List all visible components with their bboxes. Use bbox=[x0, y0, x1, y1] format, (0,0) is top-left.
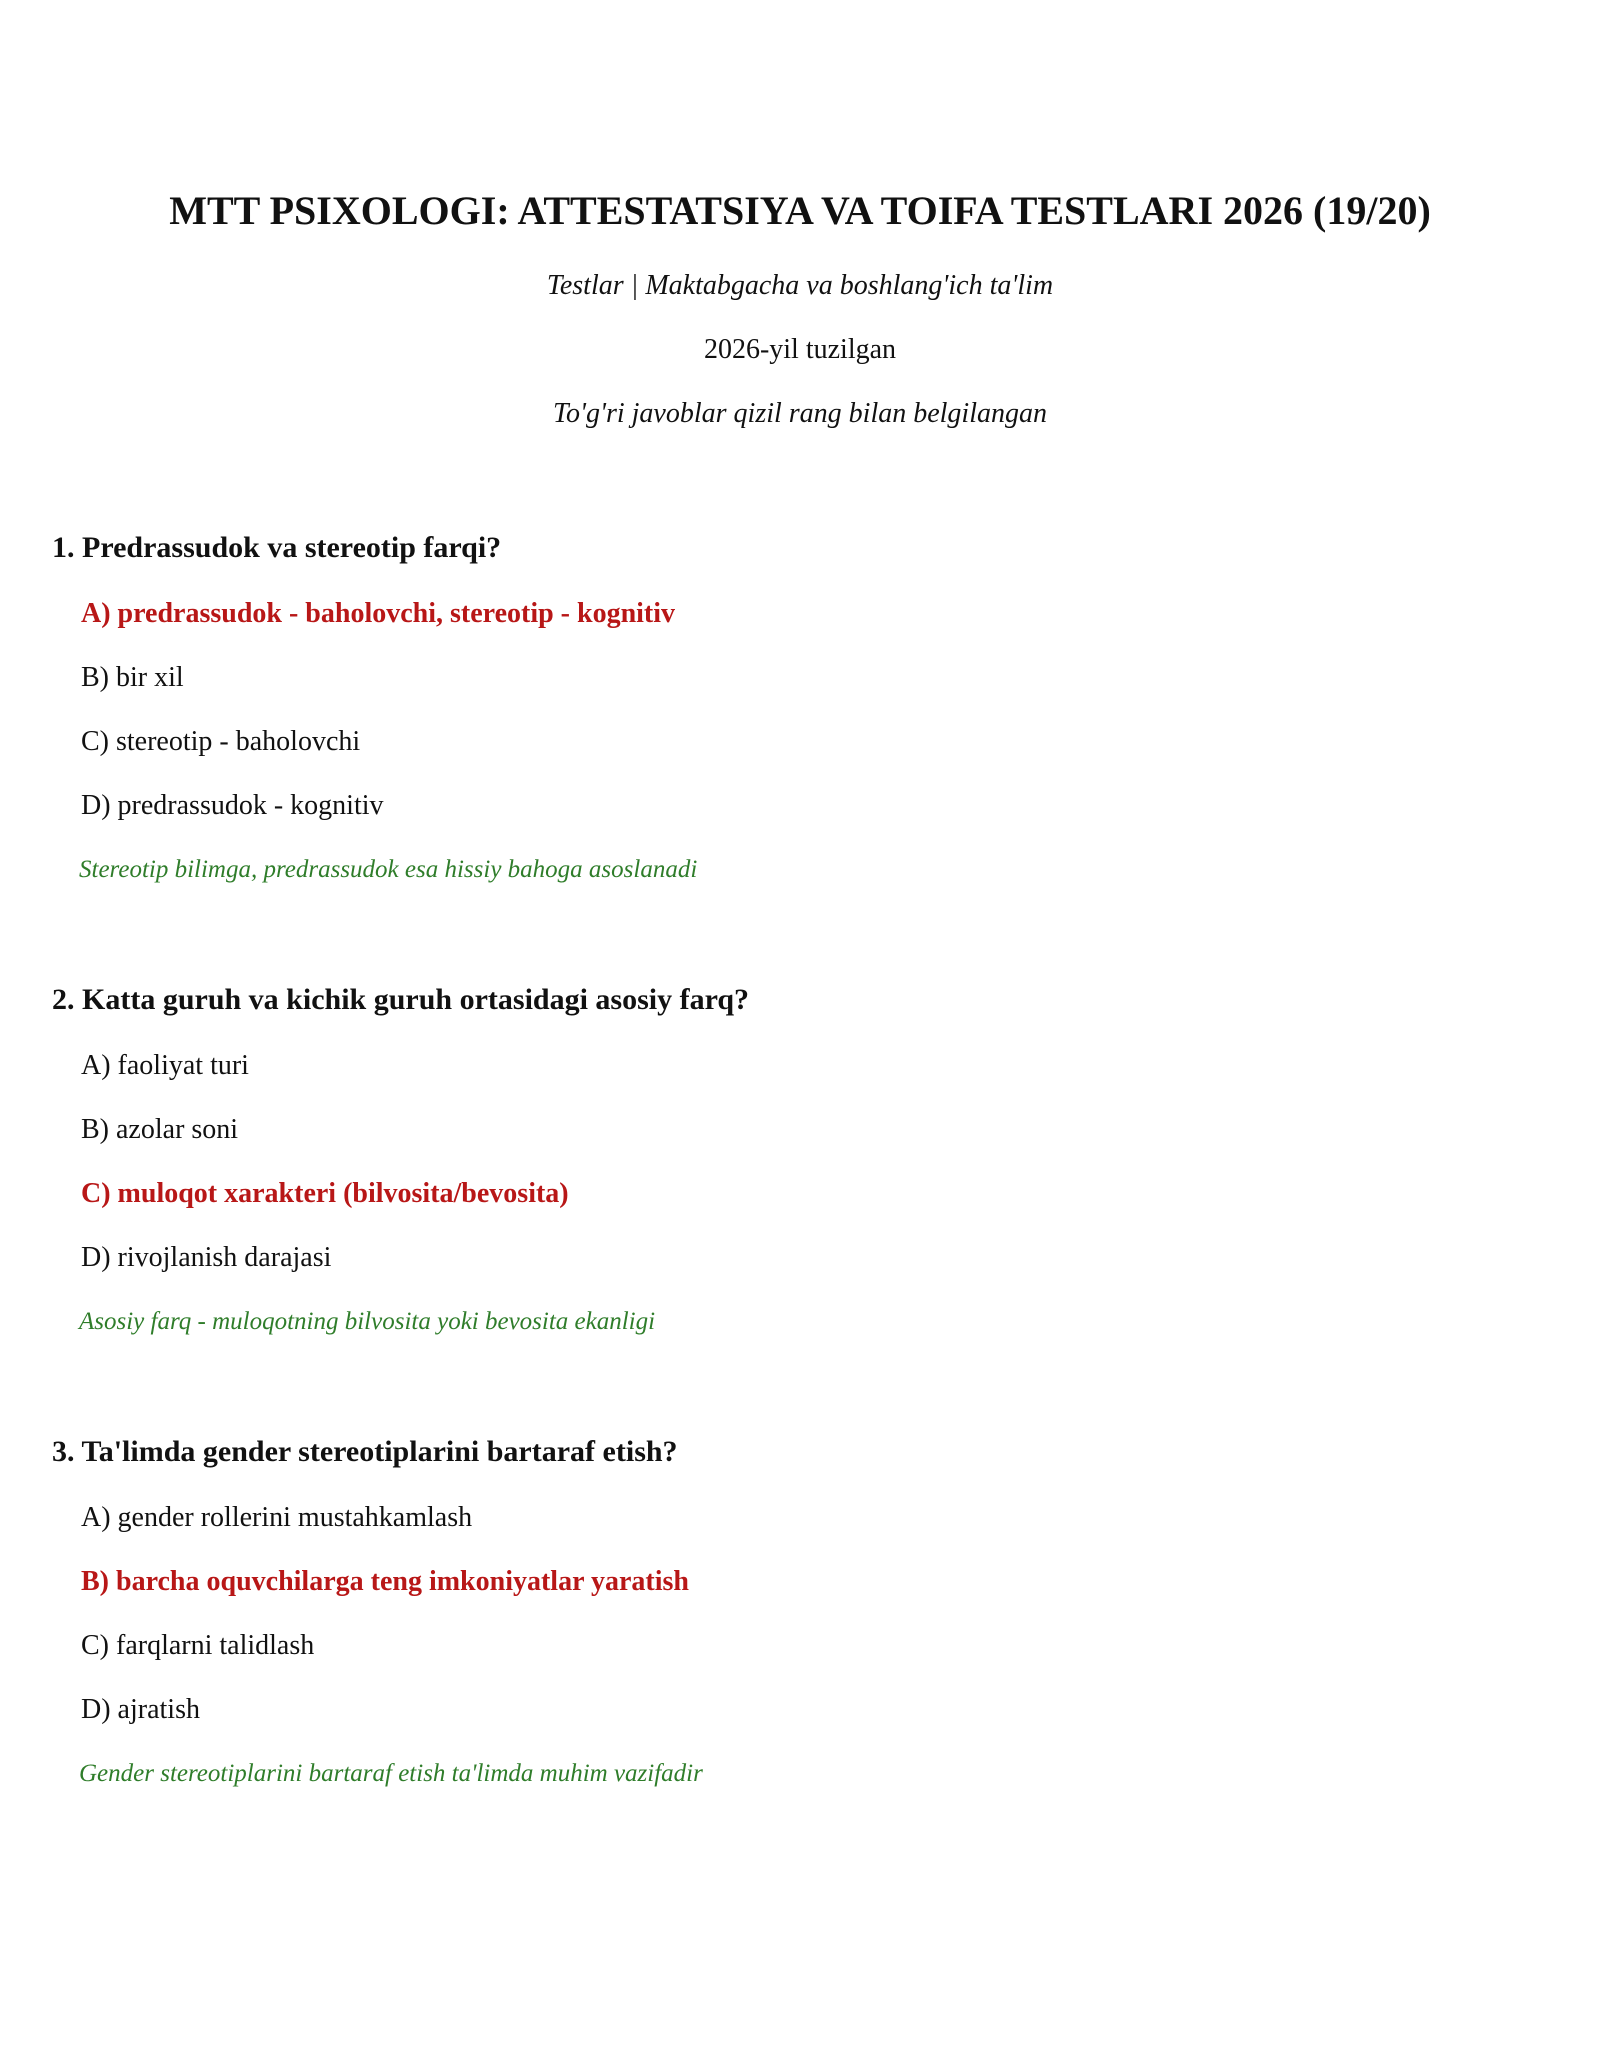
option-c: C) stereotip - baholovchi bbox=[81, 726, 361, 757]
question-text: 2. Katta guruh va kichik guruh ortasidagi asosiy farq? bbox=[52, 983, 750, 1016]
option-b: B) bir xil bbox=[81, 662, 184, 693]
option-c: C) muloqot xarakteri (bilvosita/bevosita) bbox=[81, 1178, 569, 1209]
question-text: 1. Predrassudok va stereotip farqi? bbox=[52, 531, 502, 564]
question-text: 3. Ta'limda gender stereotiplarini bartaraf etish? bbox=[52, 1435, 678, 1468]
explanation: Gender stereotiplarini bartaraf etish ta'limda muhim vazifadir bbox=[79, 1760, 703, 1787]
legend-note: To'g'ri javoblar qizil rang bilan belgilangan bbox=[553, 398, 1047, 429]
explanation: Stereotip bilimga, predrassudok esa hissiy bahoga asoslanadi bbox=[79, 856, 698, 883]
year-note: 2026-yil tuzilgan bbox=[703, 334, 897, 365]
option-d: D) rivojlanish darajasi bbox=[81, 1242, 332, 1273]
option-a: A) gender rollerini mustahkamlash bbox=[81, 1502, 473, 1533]
option-c: C) farqlarni talidlash bbox=[81, 1630, 315, 1661]
option-d: D) ajratish bbox=[81, 1694, 200, 1725]
option-b: B) barcha oquvchilarga teng imkoniyatlar yaratish bbox=[81, 1566, 690, 1597]
page-title: MTT PSIXOLOGI: ATTESTATSIYA VA TOIFA TESTLARI 2026 (19/20) bbox=[169, 188, 1431, 233]
option-a: A) predrassudok - baholovchi, stereotip - kognitiv bbox=[81, 598, 676, 629]
option-b: B) azolar soni bbox=[81, 1114, 239, 1145]
option-a: A) faoliyat turi bbox=[81, 1050, 249, 1081]
explanation: Asosiy farq - muloqotning bilvosita yoki bevosita ekanligi bbox=[79, 1308, 656, 1335]
page-subtitle: Testlar | Maktabgacha va boshlang'ich ta'lim bbox=[546, 270, 1054, 301]
option-d: D) predrassudok - kognitiv bbox=[81, 790, 384, 821]
